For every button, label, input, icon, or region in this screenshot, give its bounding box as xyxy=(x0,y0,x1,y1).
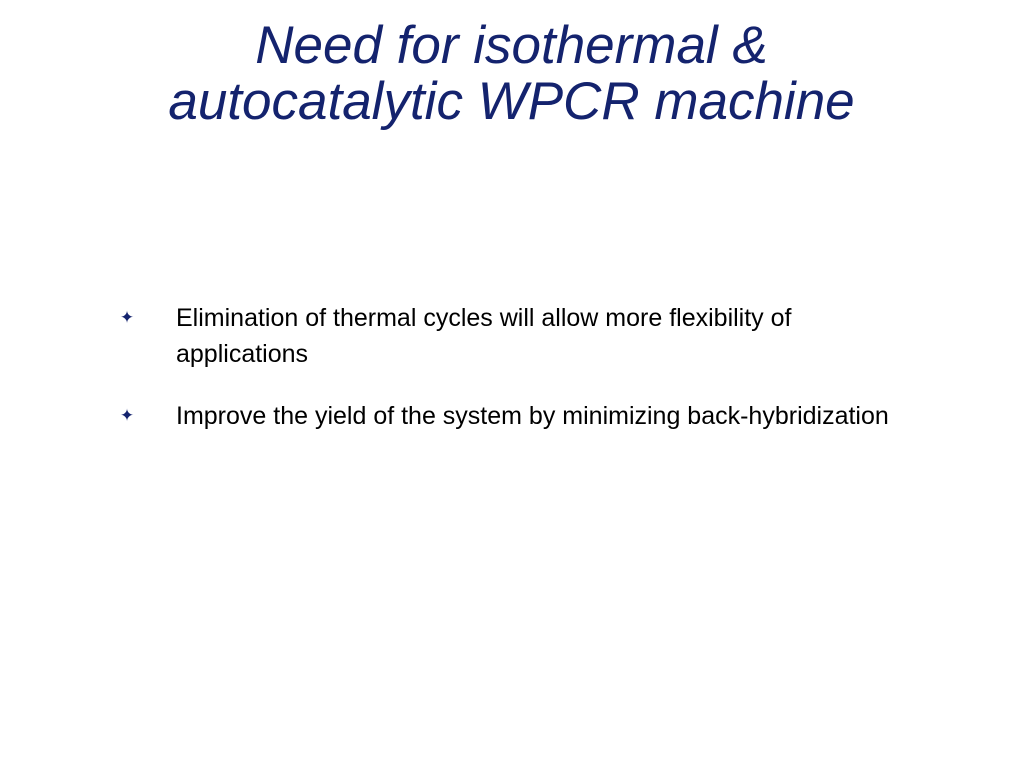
bullet-list xyxy=(118,300,908,460)
star-bullet-icon: ✦ xyxy=(119,406,135,426)
slide-title-line-2: autocatalytic WPCR machine xyxy=(168,72,855,131)
bullet-text: Improve the yield of the system by minimizing back-hybridization xyxy=(176,402,889,430)
slide-title xyxy=(40,18,983,130)
slide-title-line-1: Need for isothermal & xyxy=(255,16,768,75)
star-bullet-icon: ✦ xyxy=(119,308,135,328)
bullet-item xyxy=(118,398,908,434)
bullet-text: Elimination of thermal cycles will allow more flexibility of applications xyxy=(176,304,792,368)
bullet-item xyxy=(118,300,908,372)
